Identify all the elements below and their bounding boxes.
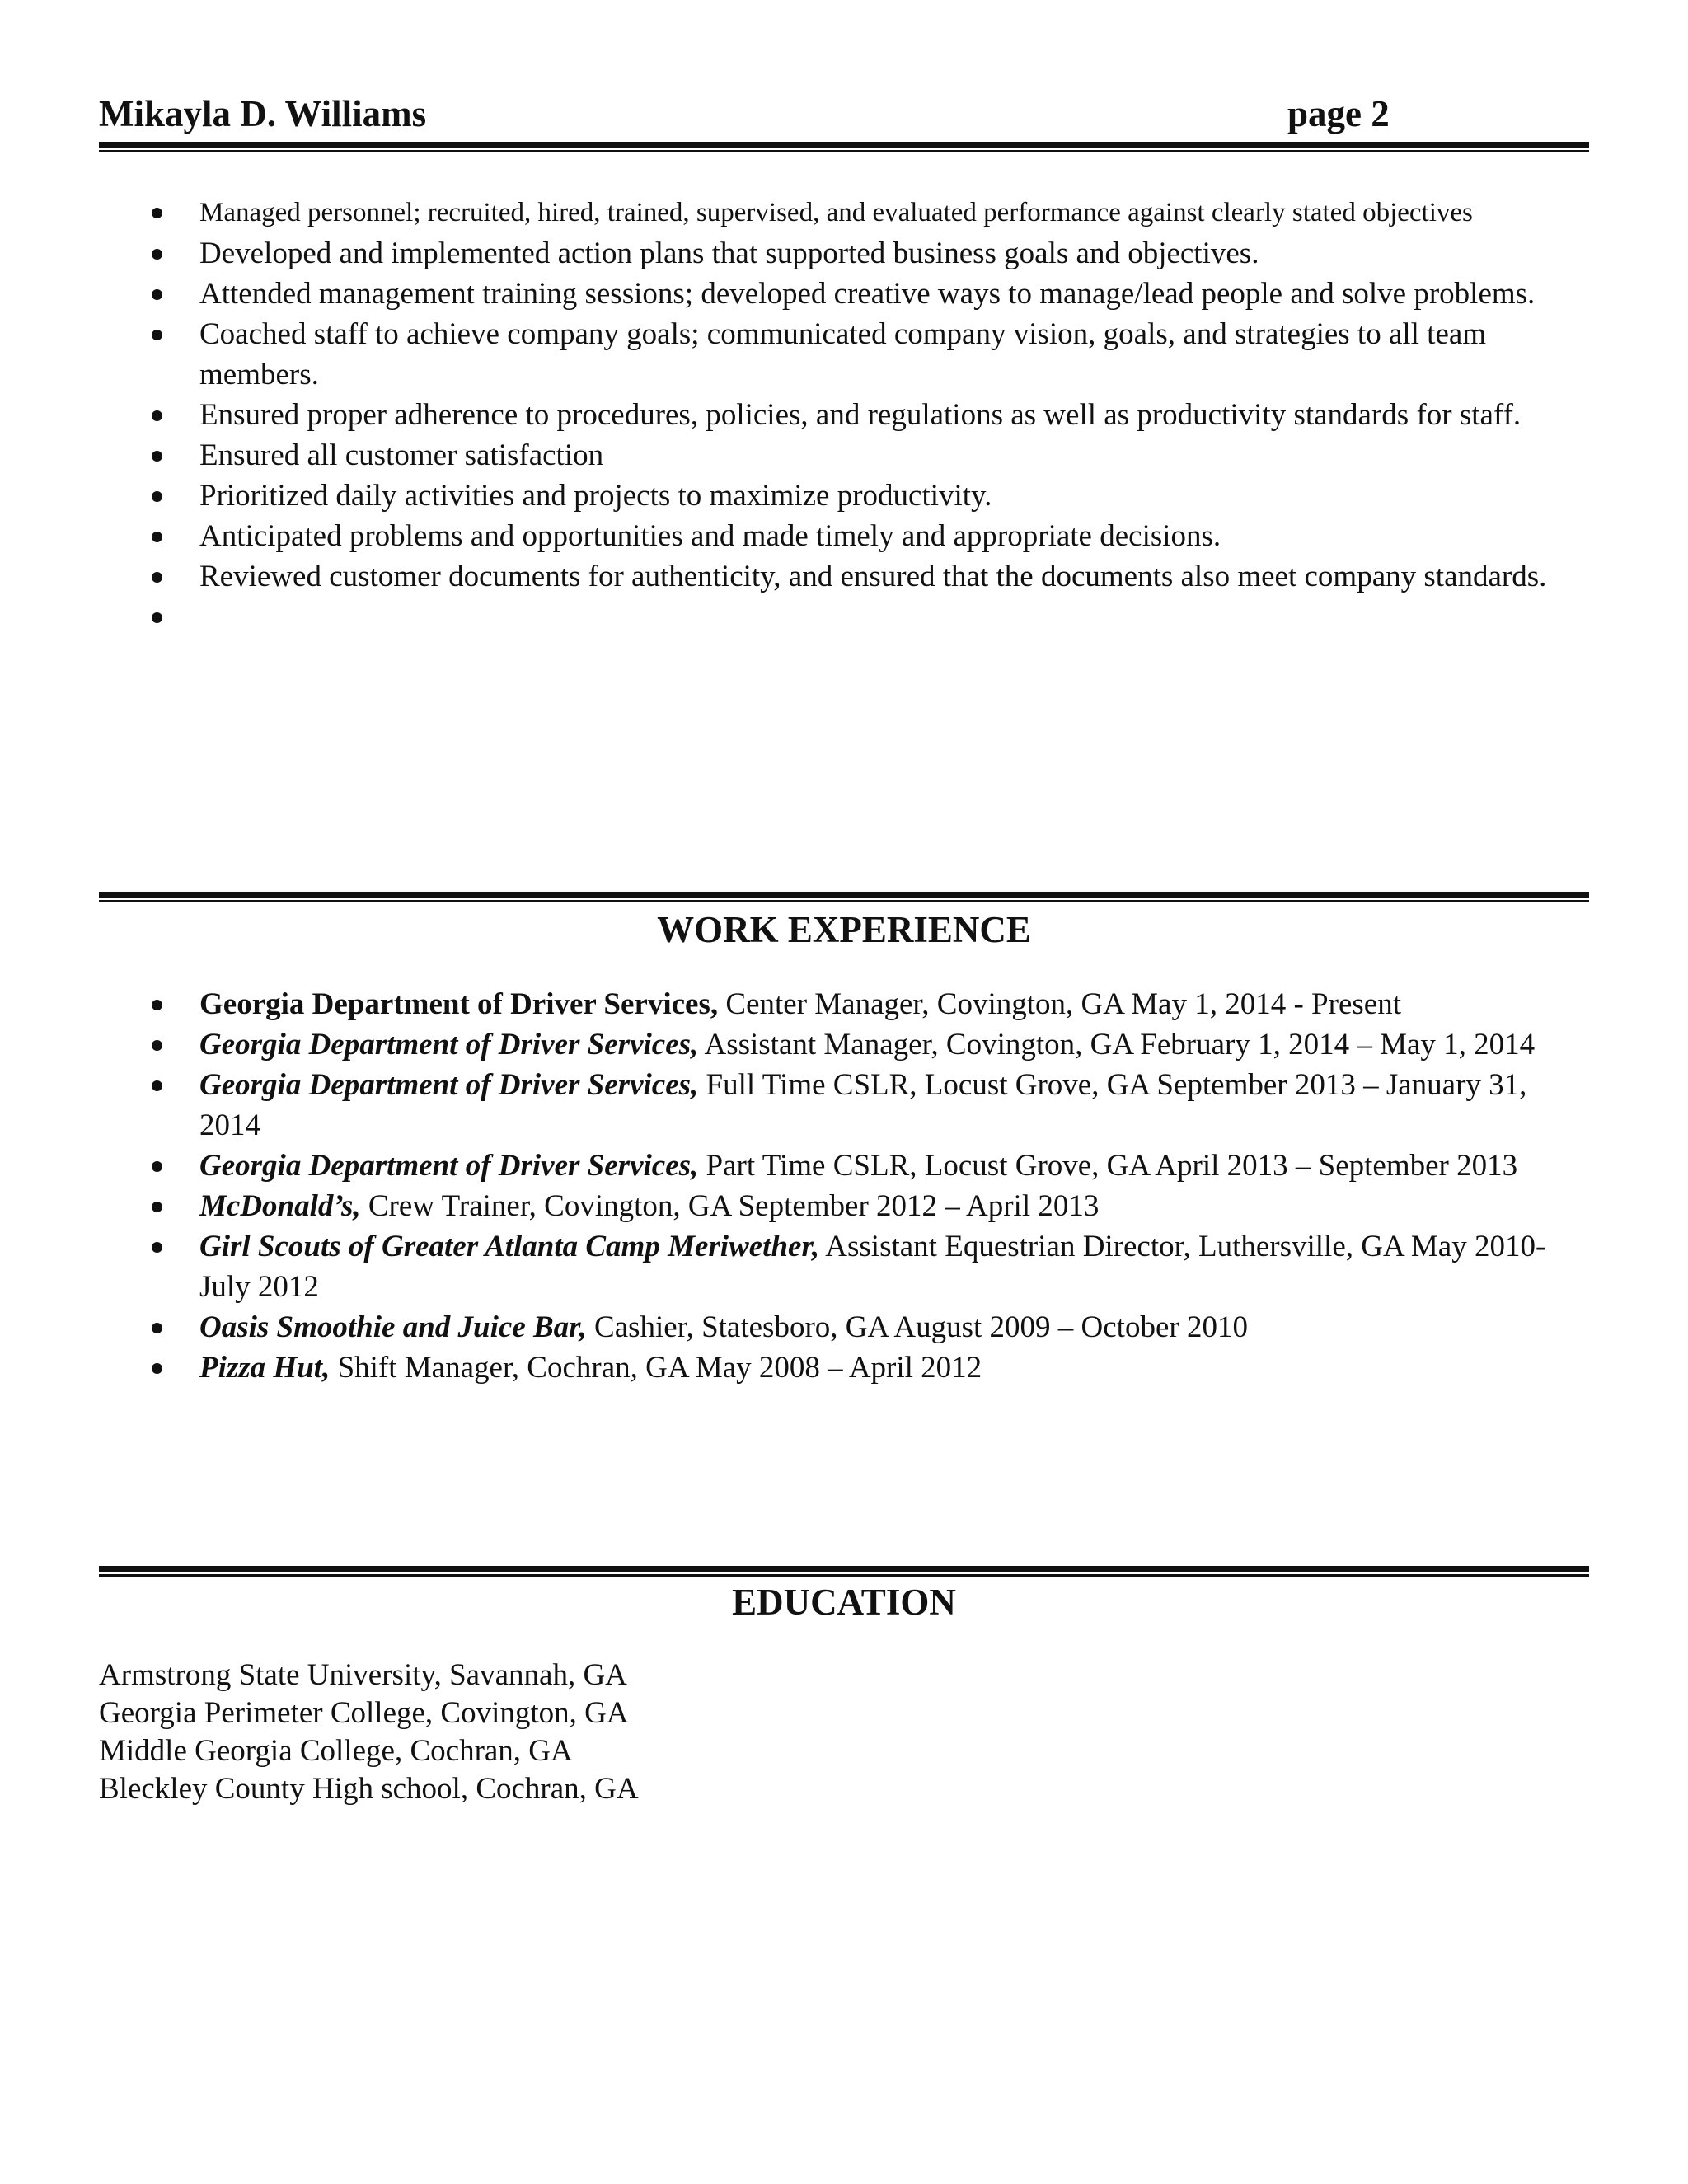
school-entry: Armstrong State University, Savannah, GA [99,1658,627,1692]
education-heading: EDUCATION [732,1582,956,1623]
bullet-icon [150,516,166,556]
list-item: Reviewed customer documents for authenticity, and ensured that the documents also meet company standards. [0,556,1584,597]
job-entry [0,984,1584,1024]
list-item: Ensured all customer satisfaction [0,435,1584,476]
education-divider [99,1566,1589,1577]
job-details: Center Manager, Covington, GA May 1, 2014 - Present [718,987,1401,1021]
bullet-icon [150,233,166,274]
job-details: Part Time CSLR, Locust Grove, GA April 2013 – September 2013 [698,1149,1518,1183]
list-item: Managed personnel; recruited, hired, trained, supervised, and evaluated performance against clearly stated objectives [0,194,1584,231]
bullet-icon [150,476,166,516]
list-item: Developed and implemented action plans that supported business goals and objectives. [0,233,1584,274]
bullet-icon [150,1065,166,1105]
employer-name: McDonald’s, [199,1189,361,1223]
school-entry: Bleckley County High school, Cochran, GA [99,1772,639,1806]
list-item: Ensured proper adherence to procedures, policies, and regulations as well as productivity standards for staff. [0,395,1584,435]
bullet-icon [150,395,166,435]
school-entry: Middle Georgia College, Cochran, GA [99,1734,573,1768]
job-entry [0,1065,1584,1146]
bullet-icon [150,1347,166,1388]
employer-name: Georgia Department of Driver Services, [199,1068,699,1102]
header-divider [99,142,1589,153]
list-item [0,597,1584,637]
bullet-icon [150,274,166,314]
job-details: Full Time CSLR, Locust Grove, GA September 2013 – January 31, 2014 [199,1068,1527,1142]
school-entry: Georgia Perimeter College, Covington, GA [99,1696,629,1730]
job-entry [0,1226,1584,1307]
job-details: Cashier, Statesboro, GA August 2009 – October 2010 [586,1310,1248,1344]
employer-name: Oasis Smoothie and Juice Bar, [199,1310,587,1344]
job-details: Assistant Manager, Covington, GA February 1, 2014 – May 1, 2014 [698,1028,1536,1062]
bullet-icon [150,194,166,231]
bullet-icon [150,984,166,1024]
employer-name: Georgia Department of Driver Services, [199,987,719,1021]
job-details: Shift Manager, Cochran, GA May 2008 – April 2012 [330,1351,982,1385]
bullet-icon [150,556,166,597]
employer-name: Girl Scouts of Greater Atlanta Camp Meriwether, [199,1230,820,1263]
page-number: page 2 [1287,93,1390,134]
employer-name: Georgia Department of Driver Services, [199,1149,699,1183]
list-item: Attended management training sessions; developed creative ways to manage/lead people and solve problems. [0,274,1584,314]
list-item: Anticipated problems and opportunities and made timely and appropriate decisions. [0,516,1584,556]
candidate-name: Mikayla D. Williams [99,93,427,134]
bullet-icon [150,1146,166,1186]
bullet-icon [150,1226,166,1267]
work-experience-heading: WORK EXPERIENCE [657,909,1031,950]
education-list [99,1657,639,1808]
job-entry [0,1024,1584,1065]
employer-name: Georgia Department of Driver Services, [199,1028,699,1062]
bullet-icon [150,435,166,476]
responsibilities-list [0,194,1584,637]
bullet-icon [150,597,166,637]
job-entry [0,1307,1584,1347]
bullet-icon [150,1307,166,1347]
employer-name: Pizza Hut, [199,1351,331,1385]
list-item: Coached staff to achieve company goals; communicated company vision, goals, and strategies to all team members. [0,314,1584,395]
job-entry [0,1146,1584,1186]
work-experience-list [0,984,1584,1388]
bullet-icon [150,1024,166,1065]
job-entry [0,1186,1584,1226]
list-item: Prioritized daily activities and projects to maximize productivity. [0,476,1584,516]
job-entry [0,1347,1584,1388]
bullet-icon [150,1186,166,1226]
work-experience-divider [99,892,1589,903]
job-details: Assistant Equestrian Director, Luthersville, GA May 2010- July 2012 [199,1230,1546,1304]
bullet-icon [150,314,166,354]
job-details: Crew Trainer, Covington, GA September 2012 – April 2013 [360,1189,1100,1223]
